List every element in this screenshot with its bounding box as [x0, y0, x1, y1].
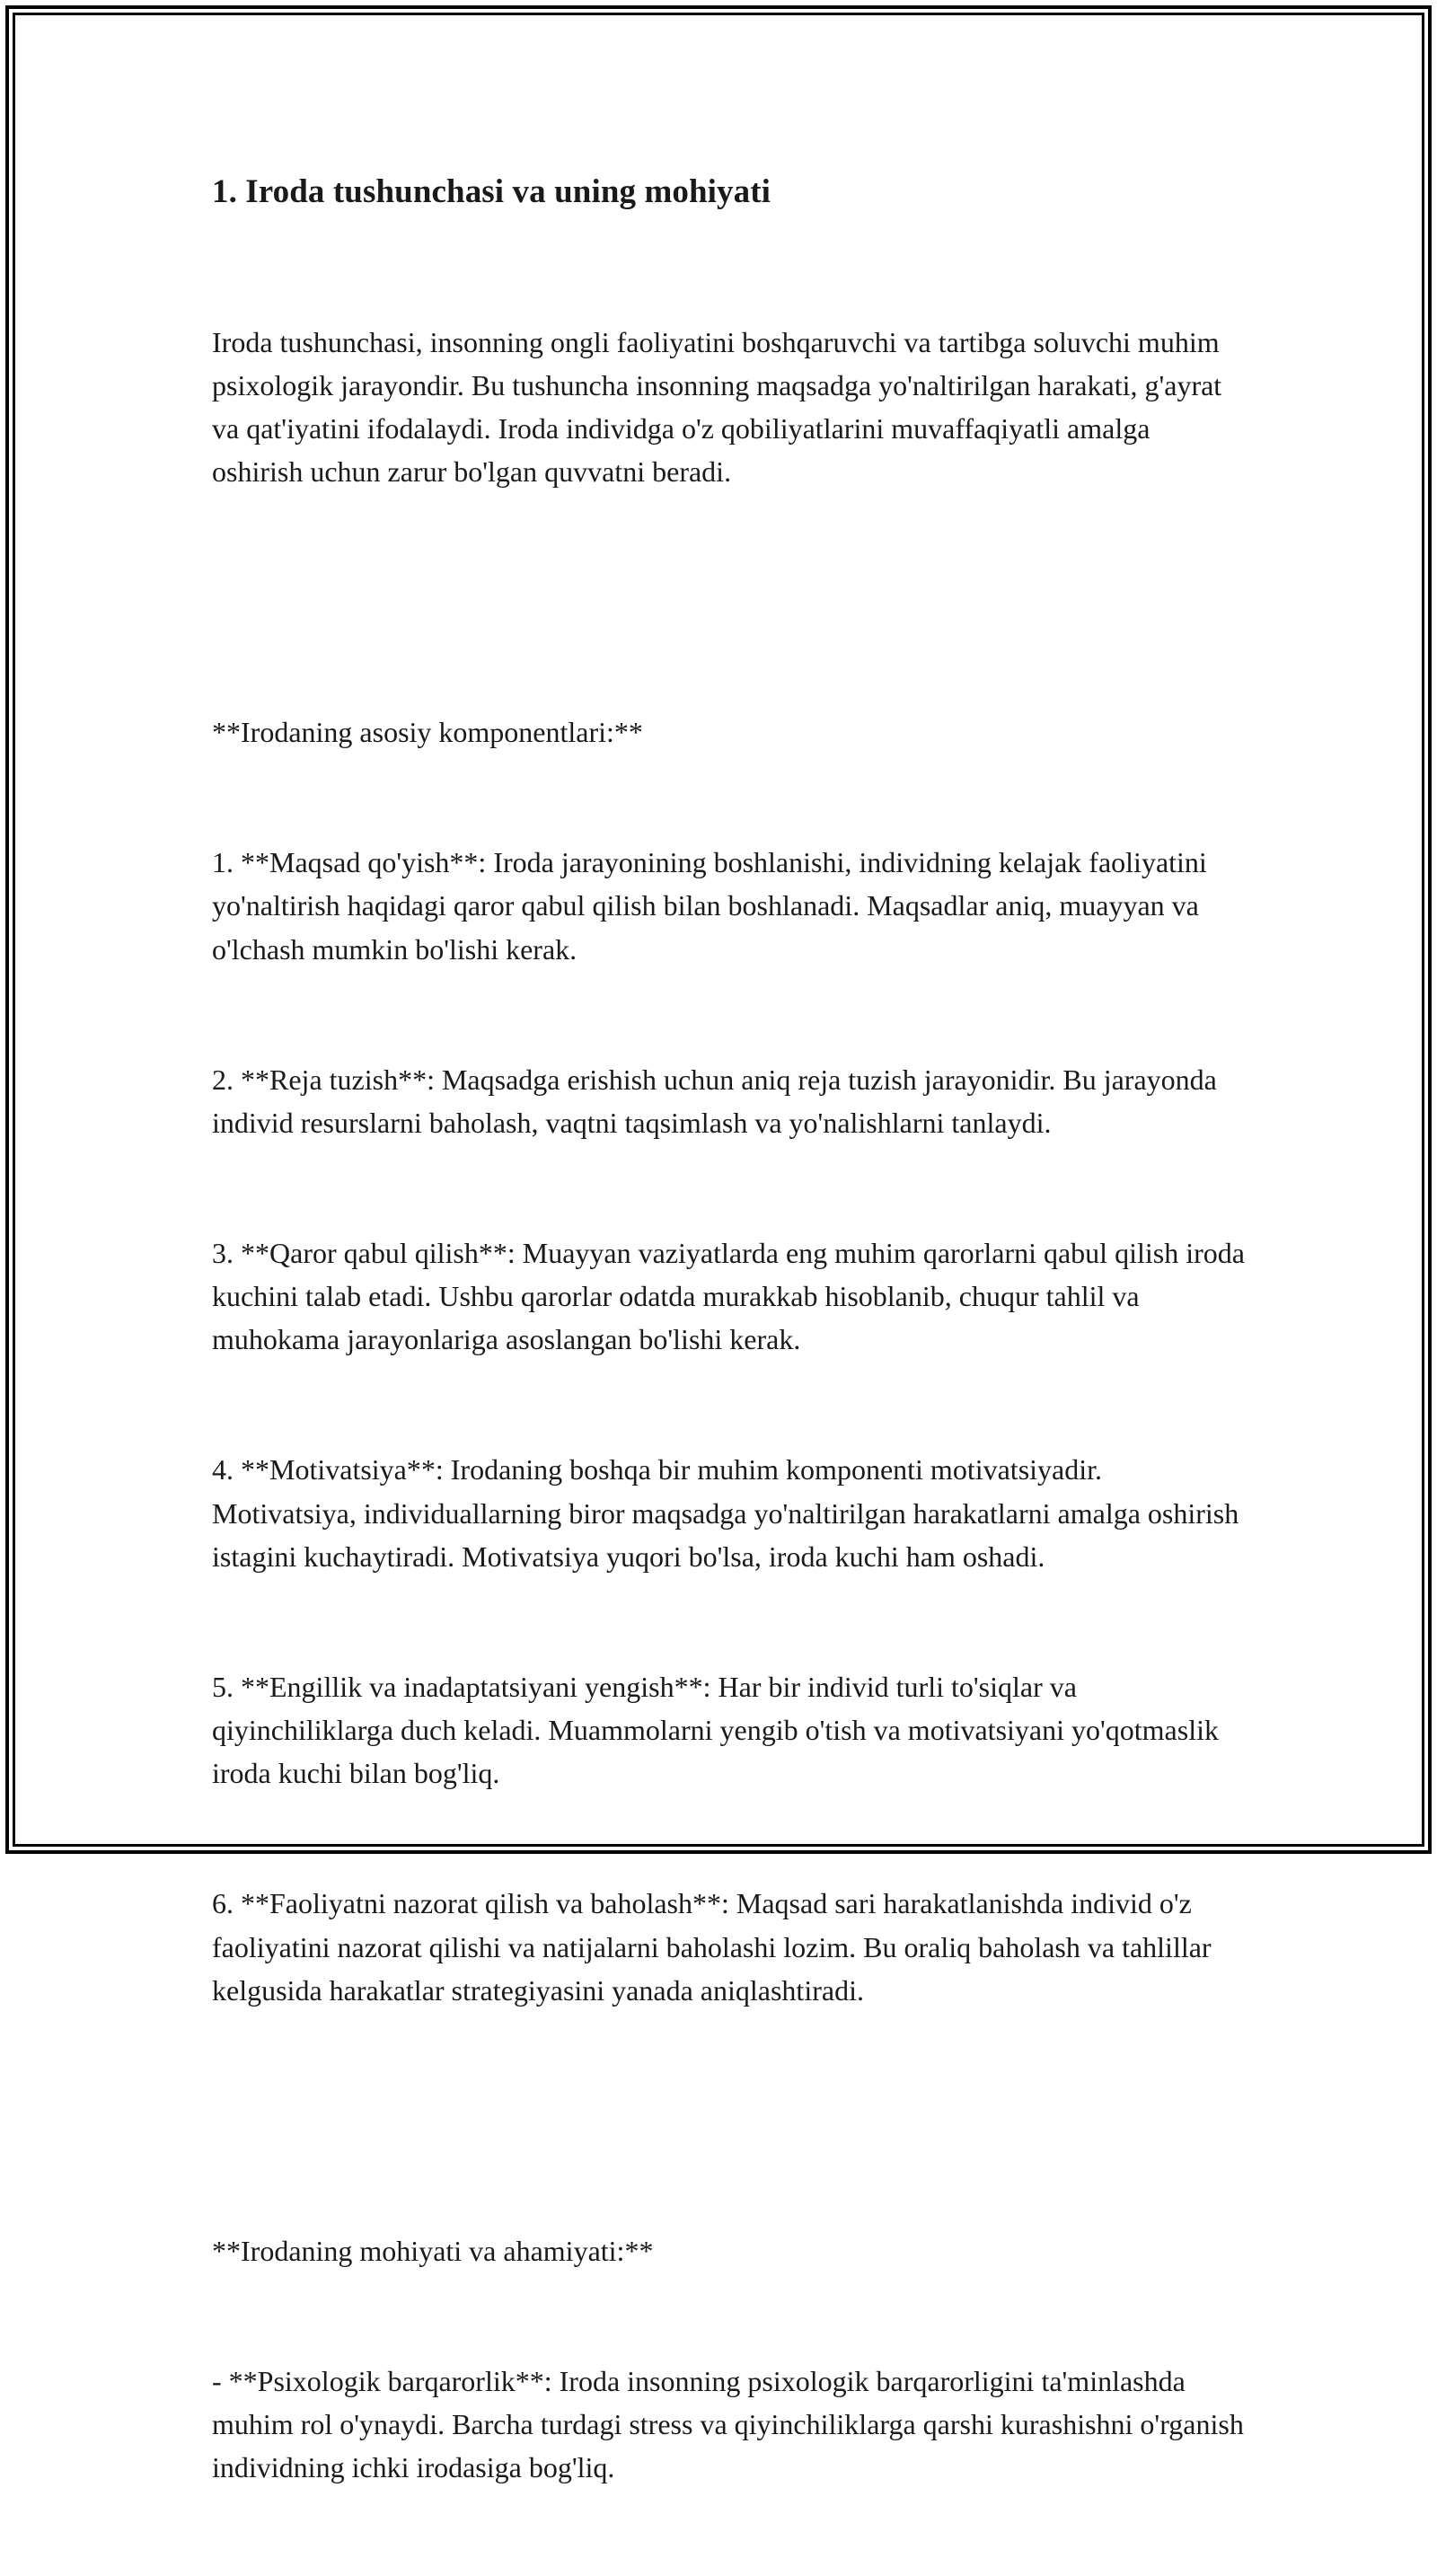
component-item-6: 6. **Faoliyatni nazorat qilish va baholash**: Maqsad sari harakatlanishda individ o'z faoliyatini nazorat qilishi va natijalarni baholashi lozim. Bu oraliq baholash va tahlillar kelgusida harakatlar strategiyasini yanada aniqlashtiradi. — [212, 1887, 1219, 2007]
component-item-3: 3. **Qaror qabul qilish**: Muayyan vaziyatlarda eng muhim qarorlarni qabul qilish iroda kuchini talab etadi. Ushbu qarorlar odatda murakkab hisoblanib, chuqur tahlil va muhokama jarayonlariga asoslangan bo'lishi kerak. — [212, 1236, 1252, 1356]
components-title: **Irodaning asosiy komponentlari:** — [212, 716, 643, 749]
component-item-2: 2. **Reja tuzish**: Maqsadga erishish uchun aniq reja tuzish jarayonidir. Bu jarayonda individ resurslarni baholash, vaqtni taqsimlash va yo'nalishlarni tanlaydi. — [212, 1063, 1224, 1139]
section-heading: 1. Iroda tushunchasi va uning mohiyati — [212, 173, 771, 210]
essence-item-1: - **Psixologik barqarorlik**: Iroda insonning psixologik barqarorligini ta'minlashda muhim rol o'ynaydi. Barcha turdagi stress va qiyinchiliklarga qarshi kurashishni o'rganish individning ichki irodasiga bog'liq. — [212, 2364, 1251, 2484]
essence-title: **Irodaning mohiyati va ahamiyati:** — [212, 2234, 654, 2267]
component-item-5: 5. **Engillik va inadaptatsiyani yengish**: Har bir individ turli to'siqlar va qiyinchiliklarga duch keladi. Muammolarni yengib o'tish va motivatsiyani yo'qotmaslik iroda kuchi bilan bog'liq. — [212, 1670, 1226, 1790]
component-item-4: 4. **Motivatsiya**: Irodaning boshqa bir muhim komponenti motivatsiyadir. Motivatsiya, individuallarning biror maqsadga yo'naltirilgan harakatlarni amalga oshirish istagini kuchaytiradi. Motivatsiya yuqori bo'lsa, iroda kuchi ham oshadi. — [212, 1453, 1247, 1573]
intro-paragraph: Iroda tushunchasi, insonning ongli faoliyatini boshqaruvchi va tartibga soluvchi muhim psixologik jarayondir. Bu tushuncha insonning maqsadga yo'naltirilgan harakati, g'ayrat va qat'iyatini ifodalaydi. Iroda individga o'z qobiliyatlarini muvaffaqiyatli amalga oshirish uchun zarur bo'lgan quvvatni beradi. — [212, 325, 1230, 489]
component-item-1: 1. **Maqsad qo'yish**: Iroda jarayonining boshlanishi, individning kelajak faoliyatini yo'naltirish haqidagi qaror qabul qilish bilan boshlanadi. Maqsadlar aniq, muayyan va o'lchash mumkin bo'lishi kerak. — [212, 846, 1214, 966]
paragraph-spacer — [212, 580, 1245, 623]
document-text — [212, 234, 1252, 2576]
document-body — [212, 167, 1252, 2576]
paragraph-spacer — [212, 2099, 1245, 2142]
